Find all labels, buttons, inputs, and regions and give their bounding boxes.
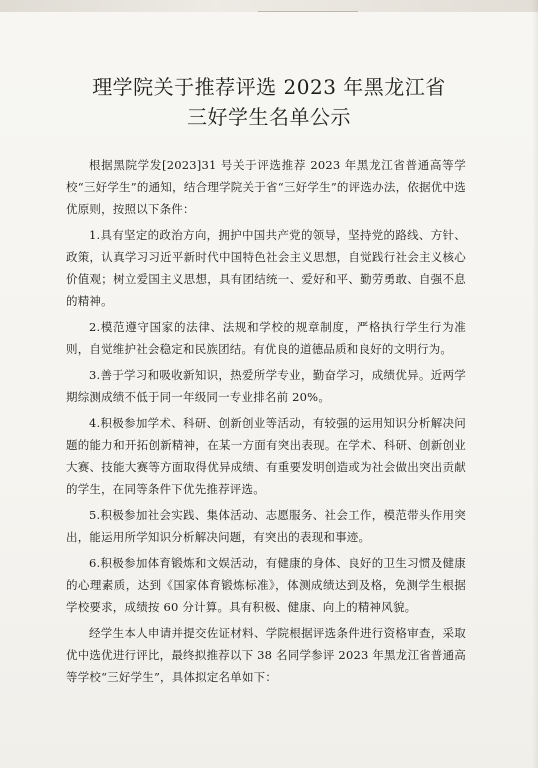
paragraph-criterion-6: 6.积极参加体育锻炼和文娱活动，有健康的身体、良好的卫生习惯及健康的心理素质，达到《国家体育锻炼标准》，体测成绩达到及格，免测学生根据学校要求，成绩按 60 分计算。具有积极、健康、向上的精神风貌。 [66, 556, 466, 614]
paragraph-criterion-2: 2.模范遵守国家的法律、法规和学校的规章制度，严格执行学生行为准则，自觉维护社会稳定和民族团结。有优良的道德品质和良好的文明行为。 [66, 320, 466, 356]
document-title [0, 72, 538, 132]
title-line-1: 理学院关于推荐评选 2023 年黑龙江省 [92, 75, 446, 99]
paragraph-criterion-1: 1.具有坚定的政治方向，拥护中国共产党的领导，坚持党的路线、方针、政策，认真学习习近平新时代中国特色社会主义思想，自觉践行社会主义核心价值观；树立爱国主义思想，具有团结统一、爱好和平、勤劳勇敢、自强不息的精神。 [66, 228, 466, 308]
paragraph-criterion-3: 3.善于学习和吸收新知识，热爱所学专业，勤奋学习，成绩优异。近两学期综测成绩不低于同一年级同一专业排名前 20%。 [66, 368, 466, 404]
paragraph-criterion-4: 4.积极参加学术、科研、创新创业等活动，有较强的运用知识分析解决问题的能力和开拓创新精神，在某一方面有突出表现。在学术、科研、创新创业大赛、技能大赛等方面取得优异成绩、有重要发明创造或为社会做出突出贡献的学生，在同等条件下优先推荐评选。 [66, 416, 466, 496]
paragraph-conclusion: 经学生本人申请并提交佐证材料、学院根据评选条件进行资格审查，采取优中选优进行评比，最终拟推荐以下 38 名同学参评 2023 年黑龙江省普通高等学校“三好学生”，具体拟定名单如下： [66, 626, 466, 684]
title-line-2: 三好学生名单公示 [187, 105, 351, 129]
scan-divider-line [258, 11, 358, 12]
document-body [66, 154, 466, 692]
paragraph-criterion-5: 5.积极参加社会实践、集体活动、志愿服务、社会工作，模范带头作用突出，能运用所学知识分析解决问题，有突出的表现和事迹。 [66, 508, 466, 544]
paragraph-intro: 根据黑院学发[2023]31 号关于评选推荐 2023 年黑龙江省普通高等学校“三好学生”的通知，结合理学院关于省“三好学生”的评选办法，依据优中选优原则，按照以下条件： [66, 158, 466, 216]
